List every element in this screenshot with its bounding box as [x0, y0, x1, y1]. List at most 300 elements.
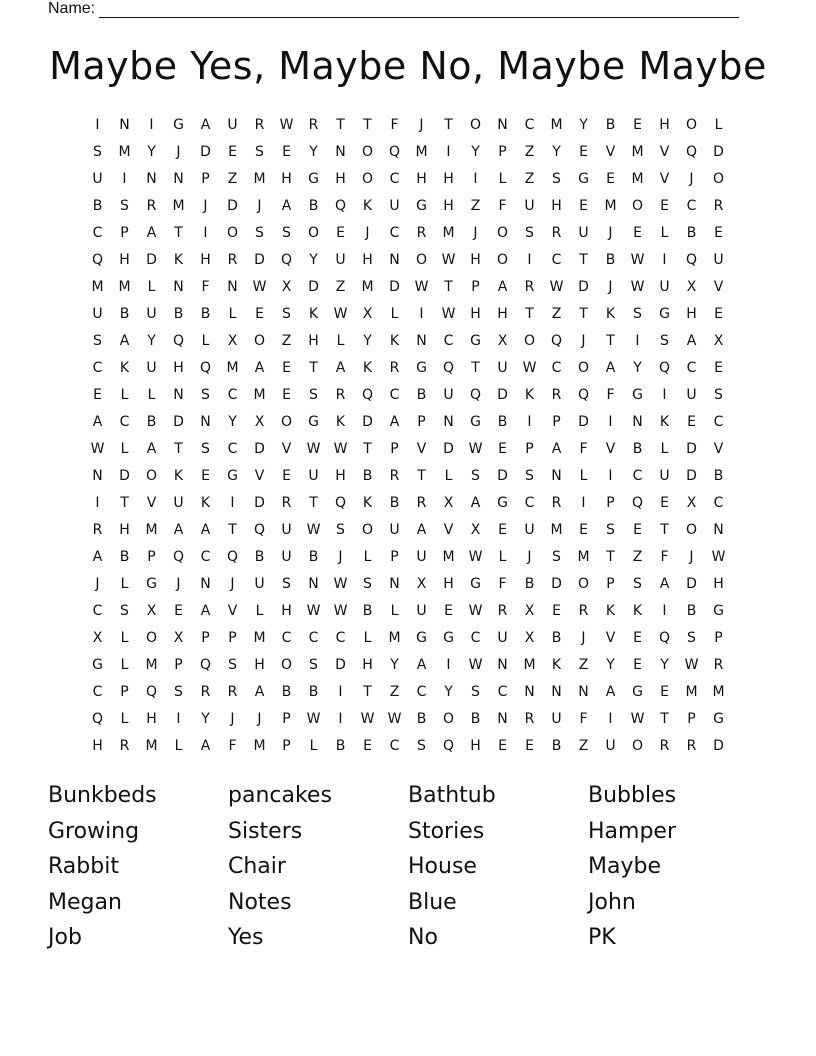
grid-letter[interactable]: M [361, 279, 374, 295]
grid-letter[interactable]: E [93, 387, 102, 403]
grid-letter[interactable]: L [579, 468, 588, 484]
grid-letter[interactable]: H [551, 198, 562, 214]
grid-letter[interactable]: S [93, 144, 102, 160]
grid-letter[interactable]: U [713, 252, 724, 268]
grid-letter[interactable]: S [255, 225, 264, 241]
grid-letter[interactable]: Z [281, 333, 292, 349]
grid-letter[interactable]: X [362, 306, 373, 322]
grid-letter[interactable]: N [173, 171, 184, 187]
grid-letter[interactable]: D [578, 279, 589, 295]
grid-letter[interactable]: U [416, 549, 427, 565]
grid-letter[interactable]: C [119, 414, 130, 430]
grid-letter[interactable]: B [524, 576, 535, 592]
grid-letter[interactable]: O [145, 468, 158, 484]
grid-letter[interactable]: M [577, 549, 590, 565]
grid-letter[interactable]: L [336, 333, 345, 349]
grid-letter[interactable]: J [419, 117, 424, 133]
grid-letter[interactable]: W [630, 711, 645, 727]
grid-letter[interactable]: T [444, 117, 453, 133]
grid-letter[interactable]: G [632, 387, 643, 403]
grid-letter[interactable]: G [470, 576, 481, 592]
grid-letter[interactable]: U [578, 225, 589, 241]
grid-letter[interactable]: L [120, 630, 129, 646]
grid-letter[interactable]: E [633, 522, 642, 538]
grid-letter[interactable]: R [119, 738, 130, 754]
grid-letter[interactable]: A [281, 198, 292, 214]
grid-letter[interactable]: P [147, 549, 156, 565]
grid-letter[interactable]: E [660, 198, 669, 214]
grid-letter[interactable]: E [525, 738, 534, 754]
grid-letter[interactable]: I [446, 657, 451, 673]
grid-letter[interactable]: D [308, 279, 319, 295]
grid-letter[interactable]: E [444, 603, 453, 619]
grid-letter[interactable]: D [686, 468, 697, 484]
grid-letter[interactable]: P [282, 711, 291, 727]
grid-letter[interactable]: A [92, 549, 103, 565]
grid-letter[interactable]: E [228, 144, 237, 160]
grid-letter[interactable]: Q [577, 387, 590, 403]
grid-letter[interactable]: O [145, 630, 158, 646]
grid-letter[interactable]: B [497, 414, 508, 430]
grid-letter[interactable]: P [201, 171, 210, 187]
grid-letter[interactable]: L [363, 549, 372, 565]
grid-letter[interactable]: Q [361, 387, 374, 403]
grid-letter[interactable]: R [146, 198, 157, 214]
grid-letter[interactable]: D [713, 144, 724, 160]
grid-letter[interactable]: W [333, 576, 348, 592]
grid-letter[interactable]: O [496, 225, 509, 241]
grid-letter[interactable]: E [714, 360, 723, 376]
grid-letter[interactable]: H [200, 252, 211, 268]
grid-letter[interactable]: J [473, 225, 478, 241]
grid-letter[interactable]: A [416, 657, 427, 673]
grid-letter[interactable]: D [335, 657, 346, 673]
grid-letter[interactable]: O [523, 333, 536, 349]
grid-letter[interactable]: P [525, 441, 534, 457]
grid-letter[interactable]: W [468, 603, 483, 619]
grid-letter[interactable]: W [90, 441, 105, 457]
grid-letter[interactable]: H [335, 468, 346, 484]
grid-letter[interactable]: Q [334, 495, 347, 511]
grid-letter[interactable]: G [146, 576, 157, 592]
grid-letter[interactable]: E [714, 225, 723, 241]
grid-letter[interactable]: E [579, 522, 588, 538]
grid-letter[interactable]: M [442, 225, 455, 241]
grid-letter[interactable]: J [338, 549, 343, 565]
grid-letter[interactable]: E [579, 198, 588, 214]
grid-letter[interactable]: C [92, 225, 103, 241]
grid-letter[interactable]: M [712, 684, 725, 700]
grid-letter[interactable]: B [470, 711, 481, 727]
grid-letter[interactable]: C [200, 549, 211, 565]
grid-letter[interactable]: Z [227, 171, 238, 187]
grid-letter[interactable]: W [468, 441, 483, 457]
grid-letter[interactable]: E [579, 144, 588, 160]
grid-letter[interactable]: W [711, 549, 726, 565]
grid-letter[interactable]: S [228, 657, 237, 673]
grid-letter[interactable]: R [308, 117, 319, 133]
grid-letter[interactable]: C [470, 630, 481, 646]
grid-letter[interactable]: S [282, 225, 291, 241]
grid-letter[interactable]: H [470, 252, 481, 268]
grid-letter[interactable]: J [365, 225, 370, 241]
grid-letter[interactable]: I [95, 495, 100, 511]
grid-letter[interactable]: L [228, 306, 237, 322]
grid-letter[interactable]: K [605, 306, 616, 322]
grid-letter[interactable]: A [686, 333, 697, 349]
grid-letter[interactable]: H [335, 171, 346, 187]
grid-letter[interactable]: Z [551, 306, 562, 322]
grid-letter[interactable]: Z [524, 171, 535, 187]
grid-letter[interactable]: K [605, 603, 616, 619]
grid-letter[interactable]: I [608, 468, 613, 484]
grid-letter[interactable]: P [714, 630, 723, 646]
grid-letter[interactable]: G [443, 630, 454, 646]
grid-letter[interactable]: X [686, 279, 697, 295]
grid-letter[interactable]: K [173, 468, 184, 484]
grid-letter[interactable]: N [551, 684, 562, 700]
grid-letter[interactable]: Z [578, 657, 589, 673]
grid-letter[interactable]: U [659, 279, 670, 295]
grid-letter[interactable]: U [335, 252, 346, 268]
grid-letter[interactable]: N [92, 468, 103, 484]
grid-letter[interactable]: M [253, 387, 266, 403]
grid-letter[interactable]: Z [389, 684, 400, 700]
grid-letter[interactable]: Q [685, 252, 698, 268]
grid-letter[interactable]: E [363, 738, 372, 754]
grid-letter[interactable]: N [497, 657, 508, 673]
grid-letter[interactable]: F [201, 279, 210, 295]
grid-letter[interactable]: H [470, 738, 481, 754]
grid-letter[interactable]: U [443, 387, 454, 403]
grid-letter[interactable]: H [443, 198, 454, 214]
grid-letter[interactable]: E [282, 360, 291, 376]
grid-letter[interactable]: N [497, 711, 508, 727]
grid-letter[interactable]: O [631, 198, 644, 214]
grid-letter[interactable]: I [608, 414, 613, 430]
grid-letter[interactable]: M [226, 360, 239, 376]
grid-letter[interactable]: L [201, 333, 210, 349]
grid-letter[interactable]: C [389, 225, 400, 241]
grid-letter[interactable]: T [660, 522, 669, 538]
grid-letter[interactable]: H [254, 657, 265, 673]
grid-letter[interactable]: U [524, 198, 535, 214]
grid-letter[interactable]: F [579, 441, 588, 457]
grid-letter[interactable]: H [362, 657, 373, 673]
grid-letter[interactable]: I [473, 171, 478, 187]
grid-letter[interactable]: S [471, 468, 480, 484]
grid-letter[interactable]: P [471, 279, 480, 295]
grid-letter[interactable]: B [146, 414, 157, 430]
grid-letter[interactable]: Q [469, 387, 482, 403]
grid-letter[interactable]: O [577, 576, 590, 592]
grid-letter[interactable]: P [228, 630, 237, 646]
grid-letter[interactable]: K [524, 387, 535, 403]
grid-letter[interactable]: B [362, 603, 373, 619]
grid-letter[interactable]: L [147, 279, 156, 295]
grid-letter[interactable]: I [203, 225, 208, 241]
grid-letter[interactable]: S [552, 549, 561, 565]
grid-letter[interactable]: Q [658, 630, 671, 646]
grid-letter[interactable]: E [282, 387, 291, 403]
grid-letter[interactable]: O [253, 333, 266, 349]
grid-letter[interactable]: H [146, 711, 157, 727]
grid-letter[interactable]: D [551, 576, 562, 592]
grid-letter[interactable]: Q [388, 144, 401, 160]
grid-letter[interactable]: A [146, 225, 157, 241]
grid-letter[interactable]: K [551, 657, 562, 673]
grid-letter[interactable]: S [201, 441, 210, 457]
grid-letter[interactable]: R [578, 603, 589, 619]
grid-letter[interactable]: B [119, 306, 130, 322]
grid-letter[interactable]: C [335, 630, 346, 646]
grid-letter[interactable]: E [714, 306, 723, 322]
grid-letter[interactable]: C [389, 387, 400, 403]
grid-letter[interactable]: Y [633, 360, 642, 376]
grid-letter[interactable]: Q [685, 144, 698, 160]
grid-letter[interactable]: T [363, 117, 372, 133]
grid-letter[interactable]: Y [660, 657, 669, 673]
grid-letter[interactable]: A [200, 738, 211, 754]
grid-letter[interactable]: R [416, 225, 427, 241]
grid-letter[interactable]: J [608, 225, 613, 241]
grid-letter[interactable]: J [230, 576, 235, 592]
grid-letter[interactable]: M [145, 738, 158, 754]
grid-letter[interactable]: S [714, 387, 723, 403]
grid-letter[interactable]: W [468, 549, 483, 565]
grid-letter[interactable]: N [389, 576, 400, 592]
grid-letter[interactable]: X [146, 603, 157, 619]
grid-letter[interactable]: X [281, 279, 292, 295]
grid-letter[interactable]: H [686, 306, 697, 322]
grid-letter[interactable]: H [470, 306, 481, 322]
name-field[interactable] [48, 0, 748, 20]
grid-letter[interactable]: W [333, 306, 348, 322]
grid-letter[interactable]: Y [552, 144, 561, 160]
grid-letter[interactable]: D [173, 414, 184, 430]
grid-letter[interactable]: Q [658, 360, 671, 376]
grid-letter[interactable]: J [95, 576, 100, 592]
grid-letter[interactable]: C [524, 117, 535, 133]
grid-letter[interactable]: D [686, 576, 697, 592]
grid-letter[interactable]: I [338, 684, 343, 700]
grid-letter[interactable]: J [257, 711, 262, 727]
grid-letter[interactable]: C [686, 198, 697, 214]
grid-letter[interactable]: E [498, 441, 507, 457]
grid-letter[interactable]: Q [91, 711, 104, 727]
grid-letter[interactable]: M [145, 657, 158, 673]
grid-letter[interactable]: B [551, 630, 562, 646]
grid-letter[interactable]: H [119, 522, 130, 538]
grid-letter[interactable]: S [282, 306, 291, 322]
grid-letter[interactable]: E [174, 603, 183, 619]
grid-letter[interactable]: X [254, 414, 265, 430]
grid-letter[interactable]: R [227, 684, 238, 700]
grid-letter[interactable]: A [470, 495, 481, 511]
grid-letter[interactable]: Q [253, 522, 266, 538]
grid-letter[interactable]: R [659, 738, 670, 754]
grid-letter[interactable]: M [685, 684, 698, 700]
grid-letter[interactable]: W [522, 360, 537, 376]
grid-letter[interactable]: E [633, 225, 642, 241]
grid-letter[interactable]: C [92, 360, 103, 376]
grid-letter[interactable]: Q [442, 360, 455, 376]
grid-letter[interactable]: O [280, 657, 293, 673]
grid-letter[interactable]: A [389, 414, 400, 430]
grid-letter[interactable]: O [361, 522, 374, 538]
grid-letter[interactable]: T [336, 117, 345, 133]
grid-letter[interactable]: D [389, 279, 400, 295]
grid-letter[interactable]: V [254, 468, 265, 484]
grid-letter[interactable]: L [390, 306, 399, 322]
grid-letter[interactable]: M [415, 144, 428, 160]
grid-letter[interactable]: D [686, 441, 697, 457]
grid-letter[interactable]: P [174, 657, 183, 673]
grid-letter[interactable]: M [253, 630, 266, 646]
grid-letter[interactable]: R [227, 252, 238, 268]
grid-letter[interactable]: J [608, 279, 613, 295]
grid-letter[interactable]: T [174, 225, 183, 241]
grid-letter[interactable]: X [92, 630, 103, 646]
grid-letter[interactable]: O [685, 117, 698, 133]
grid-letter[interactable]: M [550, 522, 563, 538]
grid-letter[interactable]: C [524, 495, 535, 511]
grid-letter[interactable]: P [417, 414, 426, 430]
grid-letter[interactable]: T [363, 441, 372, 457]
grid-letter[interactable]: D [146, 252, 157, 268]
grid-letter[interactable]: S [633, 576, 642, 592]
grid-letter[interactable]: J [203, 198, 208, 214]
grid-letter[interactable]: E [633, 657, 642, 673]
grid-letter[interactable]: S [363, 576, 372, 592]
grid-letter[interactable]: B [281, 684, 292, 700]
grid-letter[interactable]: D [362, 414, 373, 430]
grid-letter[interactable]: X [524, 603, 535, 619]
grid-letter[interactable]: C [389, 738, 400, 754]
grid-letter[interactable]: U [659, 468, 670, 484]
grid-letter[interactable]: J [689, 549, 694, 565]
grid-letter[interactable]: W [333, 441, 348, 457]
grid-letter[interactable]: J [581, 333, 586, 349]
grid-letter[interactable]: I [635, 333, 640, 349]
grid-letter[interactable]: A [200, 522, 211, 538]
grid-letter[interactable]: L [498, 171, 507, 187]
grid-letter[interactable]: T [606, 549, 615, 565]
grid-letter[interactable]: A [254, 360, 265, 376]
grid-letter[interactable]: T [444, 279, 453, 295]
grid-letter[interactable]: I [95, 117, 100, 133]
grid-letter[interactable]: N [200, 414, 211, 430]
grid-letter[interactable]: F [660, 549, 669, 565]
grid-letter[interactable]: A [146, 441, 157, 457]
grid-letter[interactable]: B [605, 117, 616, 133]
grid-letter[interactable]: H [92, 738, 103, 754]
grid-letter[interactable]: R [92, 522, 103, 538]
grid-letter[interactable]: N [335, 144, 346, 160]
grid-letter[interactable]: L [255, 603, 264, 619]
grid-letter[interactable]: M [631, 171, 644, 187]
grid-letter[interactable]: B [362, 468, 373, 484]
grid-letter[interactable]: F [228, 738, 237, 754]
grid-letter[interactable]: V [416, 441, 427, 457]
grid-letter[interactable]: N [389, 252, 400, 268]
grid-letter[interactable]: L [309, 738, 318, 754]
grid-letter[interactable]: S [93, 333, 102, 349]
grid-letter[interactable]: F [498, 198, 507, 214]
grid-letter[interactable]: T [417, 468, 426, 484]
grid-letter[interactable]: U [308, 468, 319, 484]
grid-letter[interactable]: O [226, 225, 239, 241]
grid-letter[interactable]: T [660, 711, 669, 727]
grid-letter[interactable]: O [496, 252, 509, 268]
grid-letter[interactable]: Q [550, 333, 563, 349]
grid-letter[interactable]: R [389, 468, 400, 484]
grid-letter[interactable]: R [551, 225, 562, 241]
grid-letter[interactable]: G [416, 360, 427, 376]
grid-letter[interactable]: L [444, 468, 453, 484]
grid-letter[interactable]: W [468, 657, 483, 673]
grid-letter[interactable]: B [686, 225, 697, 241]
grid-letter[interactable]: A [254, 684, 265, 700]
grid-letter[interactable]: W [630, 279, 645, 295]
grid-letter[interactable]: R [335, 387, 346, 403]
grid-letter[interactable]: I [338, 711, 343, 727]
grid-letter[interactable]: B [605, 252, 616, 268]
grid-letter[interactable]: Y [309, 252, 318, 268]
grid-letter[interactable]: S [660, 333, 669, 349]
grid-letter[interactable]: B [308, 684, 319, 700]
grid-letter[interactable]: O [361, 171, 374, 187]
grid-letter[interactable]: L [174, 738, 183, 754]
grid-letter[interactable]: A [497, 279, 508, 295]
grid-letter[interactable]: R [389, 360, 400, 376]
grid-letter[interactable]: U [605, 738, 616, 754]
grid-letter[interactable]: C [713, 495, 724, 511]
grid-letter[interactable]: S [417, 738, 426, 754]
grid-letter[interactable]: J [257, 198, 262, 214]
grid-letter[interactable]: G [659, 306, 670, 322]
grid-letter[interactable]: S [525, 468, 534, 484]
grid-letter[interactable]: G [308, 414, 319, 430]
grid-letter[interactable]: L [660, 225, 669, 241]
grid-letter[interactable]: W [306, 711, 321, 727]
grid-letter[interactable]: R [551, 495, 562, 511]
grid-letter[interactable]: U [497, 630, 508, 646]
grid-letter[interactable]: O [685, 522, 698, 538]
grid-letter[interactable]: V [605, 441, 616, 457]
grid-letter[interactable]: K [362, 495, 373, 511]
grid-letter[interactable]: P [282, 738, 291, 754]
grid-letter[interactable]: I [446, 144, 451, 160]
grid-letter[interactable]: L [120, 387, 129, 403]
grid-letter[interactable]: L [498, 549, 507, 565]
grid-letter[interactable]: P [201, 630, 210, 646]
grid-letter[interactable]: R [524, 279, 535, 295]
grid-letter[interactable]: G [416, 630, 427, 646]
grid-letter[interactable]: G [632, 684, 643, 700]
grid-letter[interactable]: M [118, 144, 131, 160]
grid-letter[interactable]: L [714, 117, 723, 133]
grid-letter[interactable]: L [120, 576, 129, 592]
grid-letter[interactable]: G [713, 711, 724, 727]
grid-letter[interactable]: V [443, 522, 454, 538]
grid-letter[interactable]: U [92, 171, 103, 187]
grid-letter[interactable]: S [606, 522, 615, 538]
grid-letter[interactable]: P [552, 414, 561, 430]
grid-letter[interactable]: N [524, 684, 535, 700]
grid-letter[interactable]: U [281, 549, 292, 565]
grid-letter[interactable]: L [120, 657, 129, 673]
